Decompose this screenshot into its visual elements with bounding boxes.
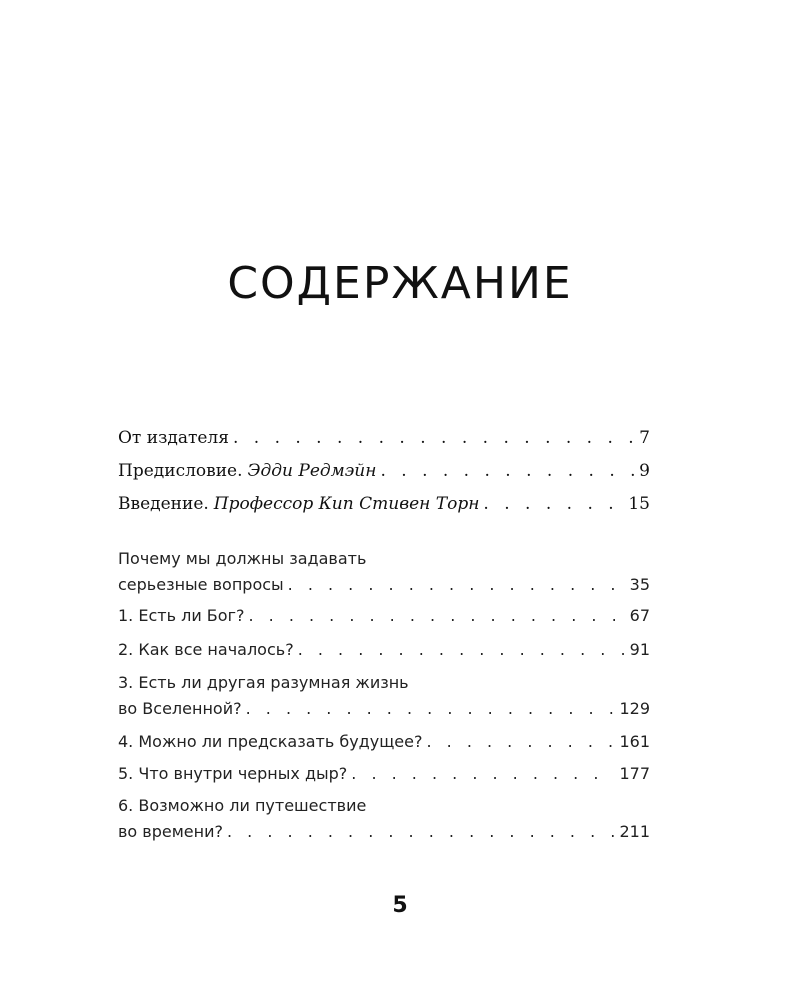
toc-entry-chapter-3 bbox=[118, 673, 650, 718]
toc-entry-publisher bbox=[118, 428, 650, 448]
toc-entry-chapter-4 bbox=[118, 732, 650, 751]
toc-entry-introduction bbox=[118, 494, 650, 514]
toc-page-number: 67 bbox=[629, 606, 650, 625]
toc-entry-chapter-6 bbox=[118, 796, 650, 841]
toc-entry-label: во времени? bbox=[118, 822, 223, 841]
toc-entry-label: Предисловие. bbox=[118, 461, 243, 481]
toc-entry-chapter-intro bbox=[118, 549, 650, 594]
leader-dots bbox=[248, 606, 625, 625]
toc-page-number: 211 bbox=[619, 822, 650, 841]
leader-dots bbox=[298, 640, 626, 659]
toc-entry-author: Профессор Кип Стивен Торн bbox=[213, 494, 480, 514]
toc-page-number: 35 bbox=[629, 575, 650, 594]
toc-entry-label-line1: 3. Есть ли другая разумная жизнь bbox=[118, 673, 409, 692]
leader-dots bbox=[227, 822, 615, 841]
toc-page-number: 129 bbox=[619, 699, 650, 718]
leader-dots bbox=[426, 732, 615, 751]
toc-entry-label-line1: Почему мы должны задавать bbox=[118, 549, 367, 568]
leader-dots bbox=[351, 764, 615, 783]
toc-page-number: 15 bbox=[628, 494, 650, 514]
toc-entry-label: Введение. bbox=[118, 494, 209, 514]
toc-entry-label: 1. Есть ли Бог? bbox=[118, 606, 245, 625]
toc-entry-label: От издателя bbox=[118, 428, 229, 448]
toc-page-number: 9 bbox=[639, 461, 650, 481]
toc-entry-chapter-2 bbox=[118, 640, 650, 659]
leader-dots bbox=[483, 494, 624, 514]
leader-dots bbox=[380, 461, 635, 481]
toc-entry-label-line1: 6. Возможно ли путешествие bbox=[118, 796, 367, 815]
page-title: СОДЕРЖАНИЕ bbox=[227, 258, 573, 309]
toc-page-number: 177 bbox=[619, 764, 650, 783]
leader-dots bbox=[233, 428, 635, 448]
toc-entry-chapter-1 bbox=[118, 606, 650, 625]
toc-entry-chapter-5 bbox=[118, 764, 650, 783]
toc-entry-author: Эдди Редмэйн bbox=[247, 461, 377, 481]
leader-dots bbox=[246, 699, 616, 718]
toc-entry-label: серьезные вопросы bbox=[118, 575, 284, 594]
toc-page-number: 7 bbox=[639, 428, 650, 448]
page-number: 5 bbox=[392, 893, 408, 918]
leader-dots bbox=[288, 575, 626, 594]
toc-entry-label: 2. Как все началось? bbox=[118, 640, 294, 659]
toc-entry-foreword bbox=[118, 461, 650, 481]
toc-entry-label: во Вселенной? bbox=[118, 699, 242, 718]
toc-page-number: 161 bbox=[619, 732, 650, 751]
toc-page-number: 91 bbox=[629, 640, 650, 659]
toc-entry-label: 4. Можно ли предсказать будущее? bbox=[118, 732, 423, 751]
toc-entry-label: 5. Что внутри черных дыр? bbox=[118, 764, 348, 783]
